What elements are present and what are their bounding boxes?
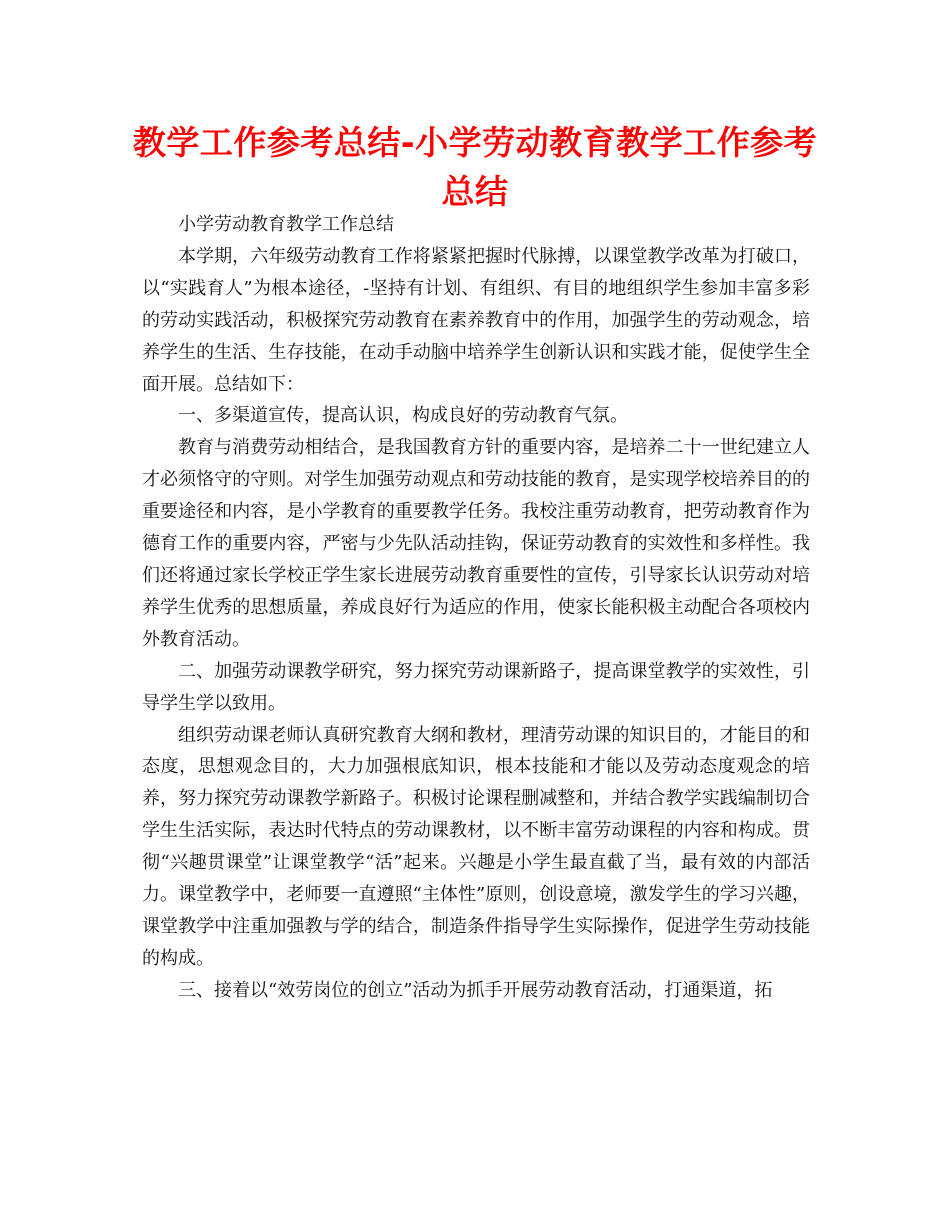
document-body xyxy=(142,209,810,1007)
section-paragraph-2: 组织劳动课老师认真研究教育大纲和教材，理清劳动课的知识目的，才能目的和态度，思想观念目的，大力加强根底知识，根本技能和才能以及劳动态度观念的培养，努力探究劳动课教学新路子。积极讨论课程删减整和，并结合教学实践编制切合学生生活实际，表达时代特点的劳动课教材，以不断丰富劳动课程的内容和构成。贯彻“兴趣贯课堂”让课堂教学“活”起来。兴趣是小学生最直截了当，最有效的内部活力。课堂教学中，老师要一直遵照“主体性”原则，创设意境，激发学生的学习兴趣，课堂教学中注重加强教与学的结合，制造条件指导学生实际操作，促进学生劳动技能的构成。 xyxy=(142,724,810,969)
section-heading-1: 一、多渠道宣传，提高认识，构成良好的劳动教育气氛。 xyxy=(178,405,628,427)
section-heading-3: 三、接着以“效劳岗位的创立”活动为抓手开展劳动教育活动，打通渠道，拓 xyxy=(178,979,773,1001)
section-heading-2: 二、加强劳动课教学研究，努力探究劳动课新路子，提高课堂教学的实效性，引导学生学以致用。 xyxy=(142,660,810,714)
document-title: 教学工作参考总结-小学劳动教育教学工作参考总结 xyxy=(132,123,818,211)
subtitle-paragraph: 小学劳动教育教学工作总结 xyxy=(178,214,394,235)
intro-paragraph: 本学期，六年级劳动教育工作将紧紧把握时代脉搏，以课堂教学改革为打破口，以“实践育人”为根本途径，-坚持有计划、有组织、有目的地组织学生参加丰富多彩的劳动实践活动，积极探究劳动教育在素养教育中的作用，加强学生的劳动观念，培养学生的生活、生存技能，在动手动脑中培养学生创新认识和实践才能，促使学生全面开展。总结如下： xyxy=(142,245,810,395)
section-paragraph-1: 教育与消费劳动相结合，是我国教育方针的重要内容，是培养二十一世纪建立人才必须恪守的守则。对学生加强劳动观点和劳动技能的教育，是实现学校培养目的的重要途径和内容，是小学教育的重要教学任务。我校注重劳动教育，把劳动教育作为德育工作的重要内容，严密与少先队活动挂钩，保证劳动教育的实效性和多样性。我们还将通过家长学校正学生家长进展劳动教育重要性的宣传，引导家长认识劳动对培养学生优秀的思想质量，养成良好行为适应的作用，使家长能积极主动配合各项校内外教育活动。 xyxy=(142,437,810,650)
